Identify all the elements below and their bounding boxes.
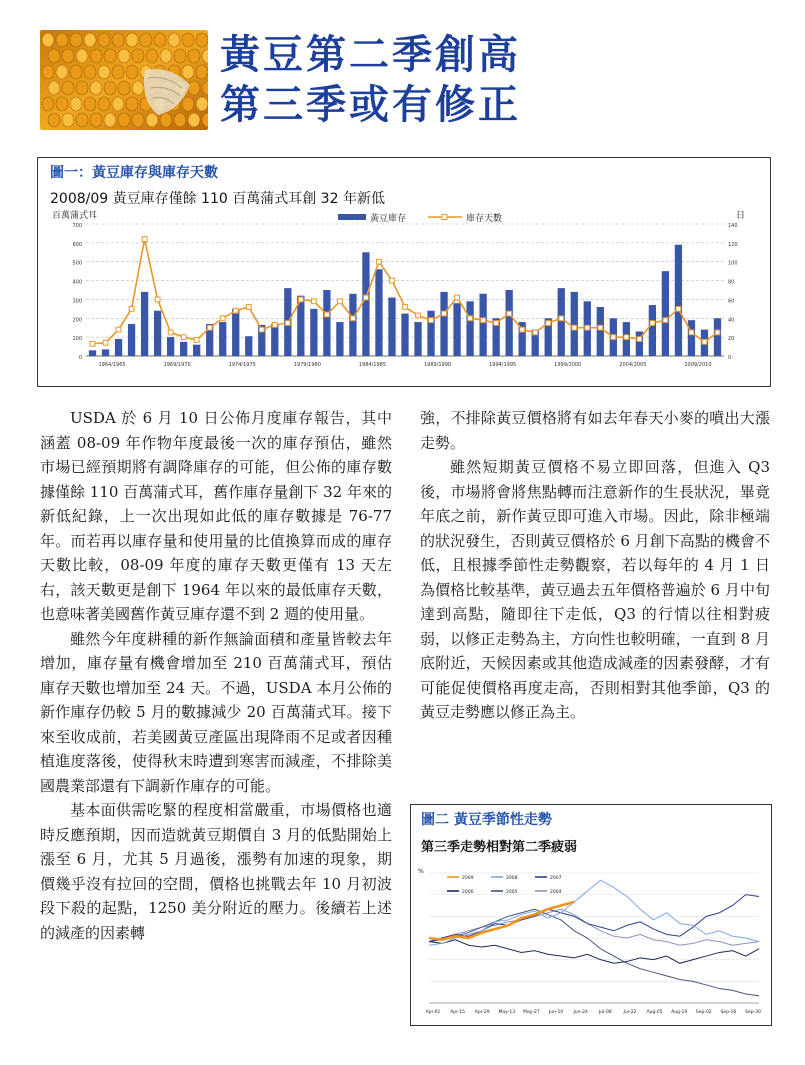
x-tick-label: 1974/1975 [228, 362, 256, 368]
stock-days-point [377, 259, 382, 264]
stock-days-point [650, 321, 655, 326]
x-tick-label: Sep-16 [720, 1010, 737, 1015]
legend-label-2007: 2007 [550, 876, 562, 881]
inventory-bar [558, 288, 565, 356]
y-tick-left: 300 [72, 298, 82, 305]
inventory-bar [128, 324, 135, 356]
stock-days-point [468, 316, 473, 321]
y-tick-right: 40 [728, 317, 735, 324]
y-axis-left-label: 百萬蒲式耳 [52, 211, 98, 221]
inventory-bar [193, 345, 200, 356]
inventory-bar [310, 309, 317, 356]
stock-days-point [403, 305, 408, 310]
x-tick-label: Jun-24 [573, 1010, 588, 1015]
inventory-bar [102, 349, 109, 356]
inventory-bar [388, 298, 395, 356]
inventory-chart [48, 210, 760, 380]
figure-1-subtitle: 2008/09 黃豆庫存僅餘 110 百萬蒲式耳創 32 年新低 [50, 191, 385, 207]
figure-2-subtitle: 第三季走勢相對第二季疲弱 [421, 840, 578, 855]
stock-days-point [233, 308, 238, 313]
paragraph-left-2: 雖然今年度耕種的新作無論面積和產量皆較去年增加，庫存量有機會增加至 210 百萬蒲式耳，預估庫存天數也增加至 24 天。不過，USDA 本月公佈的新作庫存仍較 5 月的數據減少 20 百萬蒲式耳。接下來至收成前，若美國黃豆產區出現降雨不足或者因種植進度落後，使得秋末時遭到寒害而減產，不排除美國農業部還有下調新作庫存的可能。 [40, 629, 392, 795]
series-line-2004 [429, 909, 759, 945]
inventory-bar [180, 342, 187, 356]
stock-days-point [637, 337, 642, 342]
inventory-bar [440, 292, 447, 356]
stock-days-point [585, 325, 590, 330]
inventory-bar [453, 303, 460, 356]
x-tick-label: May-13 [498, 1010, 516, 1015]
figure-1 [37, 157, 771, 387]
inventory-bar [675, 245, 682, 356]
x-tick-label: Jul-22 [623, 1010, 637, 1015]
inventory-bar [362, 252, 369, 356]
stock-days-point [663, 318, 668, 323]
y-unit-label: % [418, 868, 424, 875]
x-tick-label: 1969/1970 [163, 362, 191, 368]
y-tick-right: 100 [728, 260, 738, 267]
paragraph-right-2: 雖然短期黃豆價格不易立即回落，但進入 Q3 後，市場將會將焦點轉而注意新作的生長狀況，畢竟年底之前，新作黃豆即可進入市場。因此，除非極端的狀況發生，否則黃豆價格於 6 月創下高點的機會不低，且根據季節性走勢觀察，若以每年的 4 月 1 日為價格比較基準，黃豆過去五年價格普遍於 6 月中旬達到高點，隨即往下走低，Q3 的行情以往相對疲弱，以修正走勢為主，方向性也較明確，一直到 8 月底附近，天候因素或其他造成減產的因素發酵，才有可能促使價格再度走高，否則相對其他季節，Q3 的黃豆走勢應以修正為主。 [420, 458, 770, 721]
y-tick-left: 500 [72, 260, 82, 267]
stock-days-point [559, 316, 564, 321]
x-tick-label: Sep-02 [695, 1010, 712, 1015]
figure-1-label: 圖一：黃豆庫存與庫存天數 [50, 165, 218, 181]
legend-label-2005: 2005 [506, 890, 518, 895]
x-tick-label: Apr-01 [425, 1010, 441, 1015]
legend-label-2009: 2009 [462, 876, 474, 881]
stock-days-point [311, 299, 316, 304]
corn-photo [40, 30, 208, 130]
stock-days-point [246, 305, 251, 310]
series-line-2005 [429, 909, 759, 996]
stock-days-point [129, 306, 134, 311]
stock-days-point [390, 278, 395, 283]
stock-days-point [494, 321, 499, 326]
legend-label-2004: 2004 [550, 890, 562, 895]
legend-label-days: 庫存天數 [466, 214, 503, 224]
stock-days-point [337, 299, 342, 304]
stock-days-point [116, 327, 121, 332]
y-tick-left: 0 [78, 355, 82, 361]
stock-days-point [572, 325, 577, 330]
x-tick-label: 1994/1995 [489, 362, 517, 368]
x-tick-label: Aug-05 [646, 1010, 663, 1015]
stock-days-point [207, 325, 212, 330]
y-tick-right: 80 [728, 279, 735, 286]
legend-marker-days [442, 215, 447, 220]
x-tick-label: 1984/1985 [358, 362, 387, 368]
stock-days-point [220, 316, 225, 321]
stock-days-point [455, 295, 460, 300]
y-tick-right: 140 [728, 223, 738, 229]
inventory-bar [115, 339, 122, 356]
y-tick-right: 120 [728, 241, 738, 248]
stock-days-point [351, 316, 356, 321]
stock-days-point [259, 327, 264, 332]
inventory-bar [688, 320, 695, 356]
stock-days-point [702, 339, 707, 344]
stock-days-point [611, 335, 616, 340]
figure-2-label: 圖二 黃豆季節性走勢 [421, 812, 552, 828]
x-tick-label: 1979/1980 [293, 362, 321, 368]
stock-days-point [689, 330, 694, 335]
stock-days-point [194, 338, 199, 343]
inventory-bar [662, 271, 669, 356]
inventory-bar [506, 290, 513, 356]
stock-days-point [103, 340, 108, 345]
figure-2 [410, 804, 772, 1026]
x-tick-label: 1964/1965 [98, 362, 126, 368]
stock-days-point [715, 330, 720, 335]
stock-days-point [155, 297, 160, 302]
inventory-bar [336, 322, 343, 356]
right-column [420, 406, 770, 725]
stock-days-point [676, 306, 681, 311]
inventory-bar [571, 292, 578, 356]
x-tick-label: Sep-30 [745, 1010, 761, 1015]
y-tick-left: 100 [72, 336, 82, 343]
x-tick-label: 2004/2005 [619, 362, 647, 368]
legend-swatch-inventory [338, 214, 366, 220]
article-title [220, 30, 521, 130]
inventory-bar [714, 318, 721, 356]
x-tick-label: May-27 [523, 1010, 540, 1015]
stock-days-point [324, 312, 329, 317]
stock-days-point [598, 325, 603, 330]
seasonal-chart [417, 865, 767, 1021]
y-tick-left: 600 [72, 241, 82, 248]
x-tick-label: 1989/1990 [423, 362, 452, 368]
stock-days-point [272, 322, 277, 327]
inventory-bar [141, 292, 148, 356]
y-tick-left: 700 [72, 223, 82, 229]
inventory-bar [414, 322, 421, 356]
inventory-bar [245, 336, 252, 356]
x-tick-label: Jul-08 [598, 1010, 612, 1015]
title-line-1: 黃豆第二季創高 [220, 32, 521, 78]
inventory-bar [375, 269, 382, 356]
legend-label-2006: 2006 [462, 890, 474, 895]
title-line-2: 第三季或有修正 [220, 82, 521, 128]
inventory-bar [271, 324, 278, 356]
stock-days-point [533, 330, 538, 335]
inventory-bar [167, 337, 174, 356]
stock-days-point [416, 313, 421, 318]
legend-label-inventory: 黃豆庫存 [370, 214, 407, 224]
paragraph-left-3: 基本面供需吃緊的程度相當嚴重，市場價格也適時反應預期，因而造就黃豆期價自 3 月的低點開始上漲至 6 月，尤其 5 月過後，漲勢有加速的現象，期價幾乎沒有拉回的空間，價格也挑戰去年 10 月初波段下殺的起點，1250 美分附近的壓力。後續若上述的減產的因素轉 [40, 801, 392, 942]
stock-days-point [168, 330, 173, 335]
inventory-bar [649, 305, 656, 356]
stock-days-point [520, 327, 525, 332]
left-column [40, 406, 392, 945]
y-tick-right: 60 [728, 298, 735, 305]
y-tick-left: 400 [72, 279, 82, 286]
inventory-bar [466, 301, 473, 356]
stock-days-point [364, 295, 369, 300]
y-tick-right: 20 [728, 336, 735, 343]
inventory-bar [349, 294, 356, 356]
x-tick-label: Apr-15 [450, 1010, 466, 1015]
paragraph-right-1: 強，不排除黃豆價格將有如去年春天小麥的噴出大漲走勢。 [420, 409, 770, 452]
stock-days-point [181, 335, 186, 340]
stock-days-point [429, 318, 434, 323]
inventory-bar [401, 314, 408, 356]
paragraph-left-1: USDA 於 6 月 10 日公佈月度庫存報告，其中涵蓋 08-09 年作物年度最後一次的庫存預估，雖然市場已經預期將有調降庫存的可能，但公佈的庫存數據僅餘 110 百萬蒲式耳，舊作庫存量創下 32 年來的新低紀錄，上一次出現如此低的庫存數據是 76-77 年。而若再以庫存量和使用量的比值換算而成的庫存天數比較，08-09 年度的庫存天數更僅有 13 天左右，該天數更是創下 1964 年以來的最低庫存天數，也意味著美國舊作黃豆庫存還不到 2 週的使用量。 [40, 409, 392, 623]
stock-days-point [507, 311, 512, 316]
stock-days-point [298, 297, 303, 302]
series-line-2008 [429, 880, 759, 945]
inventory-bar [219, 322, 226, 356]
y-tick-right: 0 [728, 355, 732, 361]
x-tick-label: Aug-19 [671, 1010, 688, 1015]
x-tick-label: 2009/2010 [684, 362, 712, 368]
stock-days-point [481, 318, 486, 323]
stock-days-point [546, 321, 551, 326]
inventory-bar [479, 294, 486, 356]
stock-days-point [442, 311, 447, 316]
stock-days-point [90, 341, 95, 346]
y-axis-right-label: 日 [736, 211, 746, 221]
stock-days-point [624, 335, 629, 340]
legend-label-2008: 2008 [506, 876, 518, 881]
inventory-bar [232, 309, 239, 356]
inventory-bar [154, 311, 161, 356]
x-tick-label: Jun-10 [548, 1010, 564, 1015]
stock-days-point [285, 321, 290, 326]
inventory-bar [323, 290, 330, 356]
x-tick-label: Apr-29 [474, 1010, 490, 1015]
x-tick-label: 1999/2000 [554, 362, 582, 368]
stock-days-point [142, 237, 147, 242]
y-tick-left: 200 [72, 317, 82, 324]
inventory-bar [89, 350, 96, 356]
inventory-bar [597, 307, 604, 356]
